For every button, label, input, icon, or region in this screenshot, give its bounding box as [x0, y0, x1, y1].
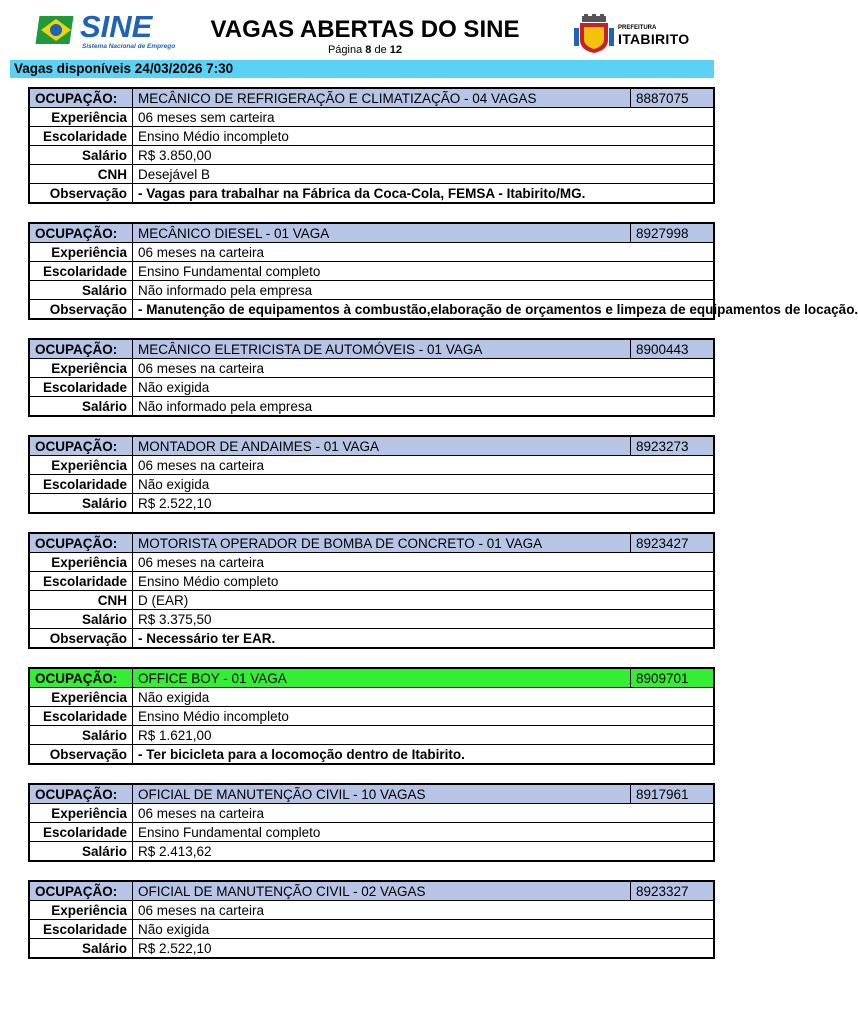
experience-row	[29, 359, 714, 378]
salary-row	[29, 726, 714, 745]
page-number	[190, 44, 540, 57]
observation-value: - Vagas para trabalhar na Fábrica da Coca-Cola, FEMSA - Itabirito/MG.	[133, 184, 715, 204]
page-total: 12	[389, 44, 403, 56]
occupation-label: OCUPAÇÃO:	[29, 436, 133, 456]
experience-value: 06 meses na carteira	[133, 359, 715, 378]
occupation-title: OFICIAL DE MANUTENÇÃO CIVIL - 02 VAGAS	[133, 881, 631, 901]
job-code: 8887075	[631, 88, 715, 108]
salary-row	[29, 281, 714, 300]
salary-label: Salário	[29, 281, 133, 300]
experience-row	[29, 108, 714, 127]
job-list	[28, 87, 858, 977]
experience-label: Experiência	[29, 553, 133, 572]
observation-row	[29, 184, 714, 204]
observation-row	[29, 300, 714, 320]
occupation-label: OCUPAÇÃO:	[29, 223, 133, 243]
observation-value: - Manutenção de equipamentos à combustão,elaboração de orçamentos e limpeza de equipamentos de locação.	[133, 300, 715, 320]
salary-value: R$ 3.375,50	[133, 610, 715, 629]
occupation-row	[29, 668, 714, 688]
occupation-title: MECÂNICO DE REFRIGERAÇÃO E CLIMATIZAÇÃO - 04 VAGAS	[133, 88, 631, 108]
cnh-row	[29, 165, 714, 184]
page-header	[0, 0, 724, 60]
education-label: Escolaridade	[29, 262, 133, 281]
cnh-value: Desejável B	[133, 165, 715, 184]
availability-date-bar: Vagas disponíveis 24/03/2026 7:30	[10, 60, 714, 78]
salary-value: Não informado pela empresa	[133, 397, 715, 417]
job-code: 8923327	[631, 881, 715, 901]
job-code: 8909701	[631, 668, 715, 688]
education-label: Escolaridade	[29, 707, 133, 726]
occupation-title: MECÂNICO DIESEL - 01 VAGA	[133, 223, 631, 243]
experience-label: Experiência	[29, 359, 133, 378]
salary-label: Salário	[29, 939, 133, 959]
cnh-label: CNH	[29, 165, 133, 184]
experience-value: 06 meses na carteira	[133, 243, 715, 262]
page-prefix: Página	[327, 44, 363, 56]
job-listing	[28, 435, 715, 514]
prefeitura-label: PREFEITURA	[618, 25, 657, 31]
salary-value: R$ 2.522,10	[133, 494, 715, 514]
education-row	[29, 475, 714, 494]
experience-value: 06 meses na carteira	[133, 553, 715, 572]
education-row	[29, 127, 714, 146]
experience-row	[29, 901, 714, 920]
education-value: Não exigida	[133, 378, 715, 397]
education-label: Escolaridade	[29, 572, 133, 591]
experience-label: Experiência	[29, 243, 133, 262]
experience-row	[29, 243, 714, 262]
coat-of-arms-icon	[574, 14, 614, 54]
salary-label: Salário	[29, 726, 133, 745]
experience-value: 06 meses na carteira	[133, 804, 715, 823]
salary-label: Salário	[29, 494, 133, 514]
experience-row	[29, 553, 714, 572]
experience-label: Experiência	[29, 688, 133, 707]
observation-row	[29, 745, 714, 765]
salary-label: Salário	[29, 146, 133, 165]
prefeitura-logo	[574, 14, 694, 54]
education-row	[29, 920, 714, 939]
salary-value: R$ 3.850,00	[133, 146, 715, 165]
occupation-title: MOTORISTA OPERADOR DE BOMBA DE CONCRETO - 01 VAGA	[133, 533, 631, 553]
salary-row	[29, 146, 714, 165]
education-row	[29, 823, 714, 842]
education-label: Escolaridade	[29, 920, 133, 939]
occupation-label: OCUPAÇÃO:	[29, 881, 133, 901]
job-code: 8917961	[631, 784, 715, 804]
sine-logo-subtitle: Sistema Nacional de Emprego	[82, 43, 176, 50]
education-row	[29, 262, 714, 281]
experience-row	[29, 456, 714, 475]
observation-label: Observação	[29, 629, 133, 649]
salary-label: Salário	[29, 610, 133, 629]
cnh-label: CNH	[29, 591, 133, 610]
page-current: 8	[365, 44, 372, 56]
observation-label: Observação	[29, 745, 133, 765]
salary-row	[29, 610, 714, 629]
occupation-label: OCUPAÇÃO:	[29, 668, 133, 688]
salary-value: R$ 2.522,10	[133, 939, 715, 959]
salary-value: R$ 1.621,00	[133, 726, 715, 745]
occupation-row	[29, 436, 714, 456]
education-value: Ensino Fundamental completo	[133, 262, 715, 281]
education-value: Ensino Médio completo	[133, 572, 715, 591]
observation-row	[29, 629, 714, 649]
job-listing-highlighted	[28, 667, 715, 765]
occupation-label: OCUPAÇÃO:	[29, 88, 133, 108]
occupation-row	[29, 339, 714, 359]
education-label: Escolaridade	[29, 378, 133, 397]
salary-row	[29, 397, 714, 417]
job-code: 8927998	[631, 223, 715, 243]
occupation-label: OCUPAÇÃO:	[29, 339, 133, 359]
experience-value: Não exigida	[133, 688, 715, 707]
city-name: ITABIRITO	[618, 31, 690, 47]
job-listing	[28, 532, 715, 649]
observation-label: Observação	[29, 184, 133, 204]
education-row	[29, 378, 714, 397]
sine-logo	[38, 9, 176, 54]
occupation-label: OCUPAÇÃO:	[29, 533, 133, 553]
salary-label: Salário	[29, 842, 133, 862]
occupation-label: OCUPAÇÃO:	[29, 784, 133, 804]
salary-row	[29, 494, 714, 514]
education-value: Ensino Médio incompleto	[133, 707, 715, 726]
observation-label: Observação	[29, 300, 133, 320]
job-code: 8923273	[631, 436, 715, 456]
page-title: VAGAS ABERTAS DO SINE	[210, 16, 520, 43]
experience-value: 06 meses na carteira	[133, 456, 715, 475]
job-listing	[28, 222, 858, 320]
occupation-title: OFICIAL DE MANUTENÇÃO CIVIL - 10 VAGAS	[133, 784, 631, 804]
occupation-title: MONTADOR DE ANDAIMES - 01 VAGA	[133, 436, 631, 456]
page-of: de	[374, 44, 387, 56]
job-code: 8900443	[631, 339, 715, 359]
experience-row	[29, 688, 714, 707]
salary-value: Não informado pela empresa	[133, 281, 715, 300]
occupation-title: OFFICE BOY - 01 VAGA	[133, 668, 631, 688]
occupation-row	[29, 533, 714, 553]
education-value: Ensino Fundamental completo	[133, 823, 715, 842]
education-row	[29, 572, 714, 591]
education-label: Escolaridade	[29, 823, 133, 842]
job-listing	[28, 783, 715, 862]
job-listing	[28, 87, 715, 204]
salary-row	[29, 842, 714, 862]
salary-value: R$ 2.413,62	[133, 842, 715, 862]
job-code: 8923427	[631, 533, 715, 553]
cnh-row	[29, 591, 714, 610]
experience-label: Experiência	[29, 108, 133, 127]
experience-label: Experiência	[29, 804, 133, 823]
education-value: Ensino Médio incompleto	[133, 127, 715, 146]
salary-label: Salário	[29, 397, 133, 417]
occupation-row	[29, 881, 714, 901]
education-label: Escolaridade	[29, 127, 133, 146]
occupation-row	[29, 223, 714, 243]
cnh-value: D (EAR)	[133, 591, 715, 610]
occupation-title: MECÂNICO ELETRICISTA DE AUTOMÓVEIS - 01 VAGA	[133, 339, 631, 359]
experience-value: 06 meses sem carteira	[133, 108, 715, 127]
education-value: Não exigida	[133, 475, 715, 494]
education-row	[29, 707, 714, 726]
experience-value: 06 meses na carteira	[133, 901, 715, 920]
occupation-row	[29, 88, 714, 108]
experience-label: Experiência	[29, 456, 133, 475]
occupation-row	[29, 784, 714, 804]
observation-value: - Ter bicicleta para a locomoção dentro de Itabirito.	[133, 745, 715, 765]
sine-logo-text: SINE	[80, 9, 153, 44]
job-listing	[28, 880, 715, 959]
salary-row	[29, 939, 714, 959]
brazil-flag-icon	[38, 12, 78, 48]
education-value: Não exigida	[133, 920, 715, 939]
experience-label: Experiência	[29, 901, 133, 920]
observation-value: - Necessário ter EAR.	[133, 629, 715, 649]
experience-row	[29, 804, 714, 823]
education-label: Escolaridade	[29, 475, 133, 494]
job-listing	[28, 338, 715, 417]
